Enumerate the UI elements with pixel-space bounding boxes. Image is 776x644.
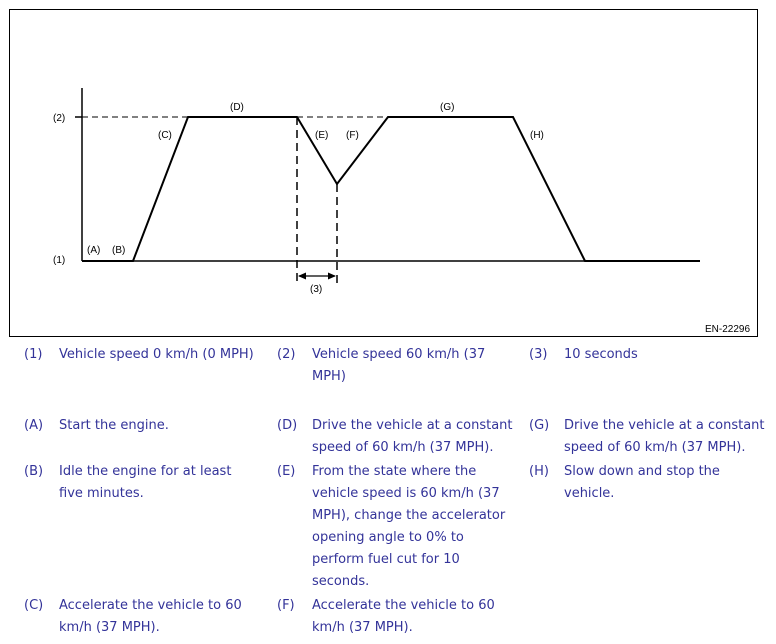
- legend-code-g: (G): [529, 418, 550, 433]
- legend-text-h: Slow down and stop the vehicle.: [564, 464, 720, 501]
- legend-code-d: (D): [277, 418, 298, 433]
- legend-code-3: (3): [529, 347, 548, 362]
- legend-code-2: (2): [277, 347, 296, 362]
- legend-text-f: Accelerate the vehicle to 60 km/h (37 MPH).: [312, 598, 495, 635]
- interval-label: (3): [310, 284, 323, 295]
- y-target-label: (2): [53, 113, 66, 124]
- legend-text-3: 10 seconds: [564, 347, 638, 362]
- legend-code-f: (F): [277, 598, 295, 613]
- legend-text-2: Vehicle speed 60 km/h (37 MPH): [312, 347, 486, 384]
- segment-label-f: (F): [346, 130, 359, 141]
- speed-profile-figure: [9, 9, 758, 337]
- legend-text-g: Drive the vehicle at a constant speed of 60 km/h (37 MPH).: [564, 418, 765, 455]
- legend-code-h: (H): [529, 464, 549, 479]
- speed-profile-diagram: [10, 10, 759, 338]
- legend-code-e: (E): [277, 464, 296, 479]
- legend-code-b: (B): [24, 464, 44, 479]
- legend-code-1: (1): [24, 347, 43, 362]
- legend-text-e: From the state where the vehicle speed is 60 km/h (37 MPH), change the accelerator opening angle to 0% to perform fuel cut for 10 seconds.: [312, 464, 506, 589]
- y-zero-label: (1): [53, 255, 66, 266]
- legend-text-a: Start the engine.: [59, 418, 169, 433]
- legend-text-d: Drive the vehicle at a constant speed of 60 km/h (37 MPH).: [312, 418, 513, 455]
- segment-label-a: (A): [87, 245, 101, 256]
- legend-text-c: Accelerate the vehicle to 60 km/h (37 MPH).: [59, 598, 242, 635]
- segment-label-e: (E): [315, 130, 329, 141]
- speed-profile-line: [82, 117, 700, 261]
- legend-text-1: Vehicle speed 0 km/h (0 MPH): [59, 347, 254, 362]
- figure-id: EN-22296: [705, 324, 751, 335]
- legend-code-c: (C): [24, 598, 44, 613]
- interval-arrowhead-right: [328, 273, 336, 280]
- interval-arrowhead-left: [298, 273, 306, 280]
- segment-label-g: (G): [440, 102, 455, 113]
- legend-code-a: (A): [24, 418, 44, 433]
- segment-label-c: (C): [158, 130, 172, 141]
- segment-label-b: (B): [112, 245, 126, 256]
- segment-label-d: (D): [230, 102, 244, 113]
- segment-label-h: (H): [530, 130, 544, 141]
- legend-text-b: Idle the engine for at least five minutes.: [59, 464, 232, 501]
